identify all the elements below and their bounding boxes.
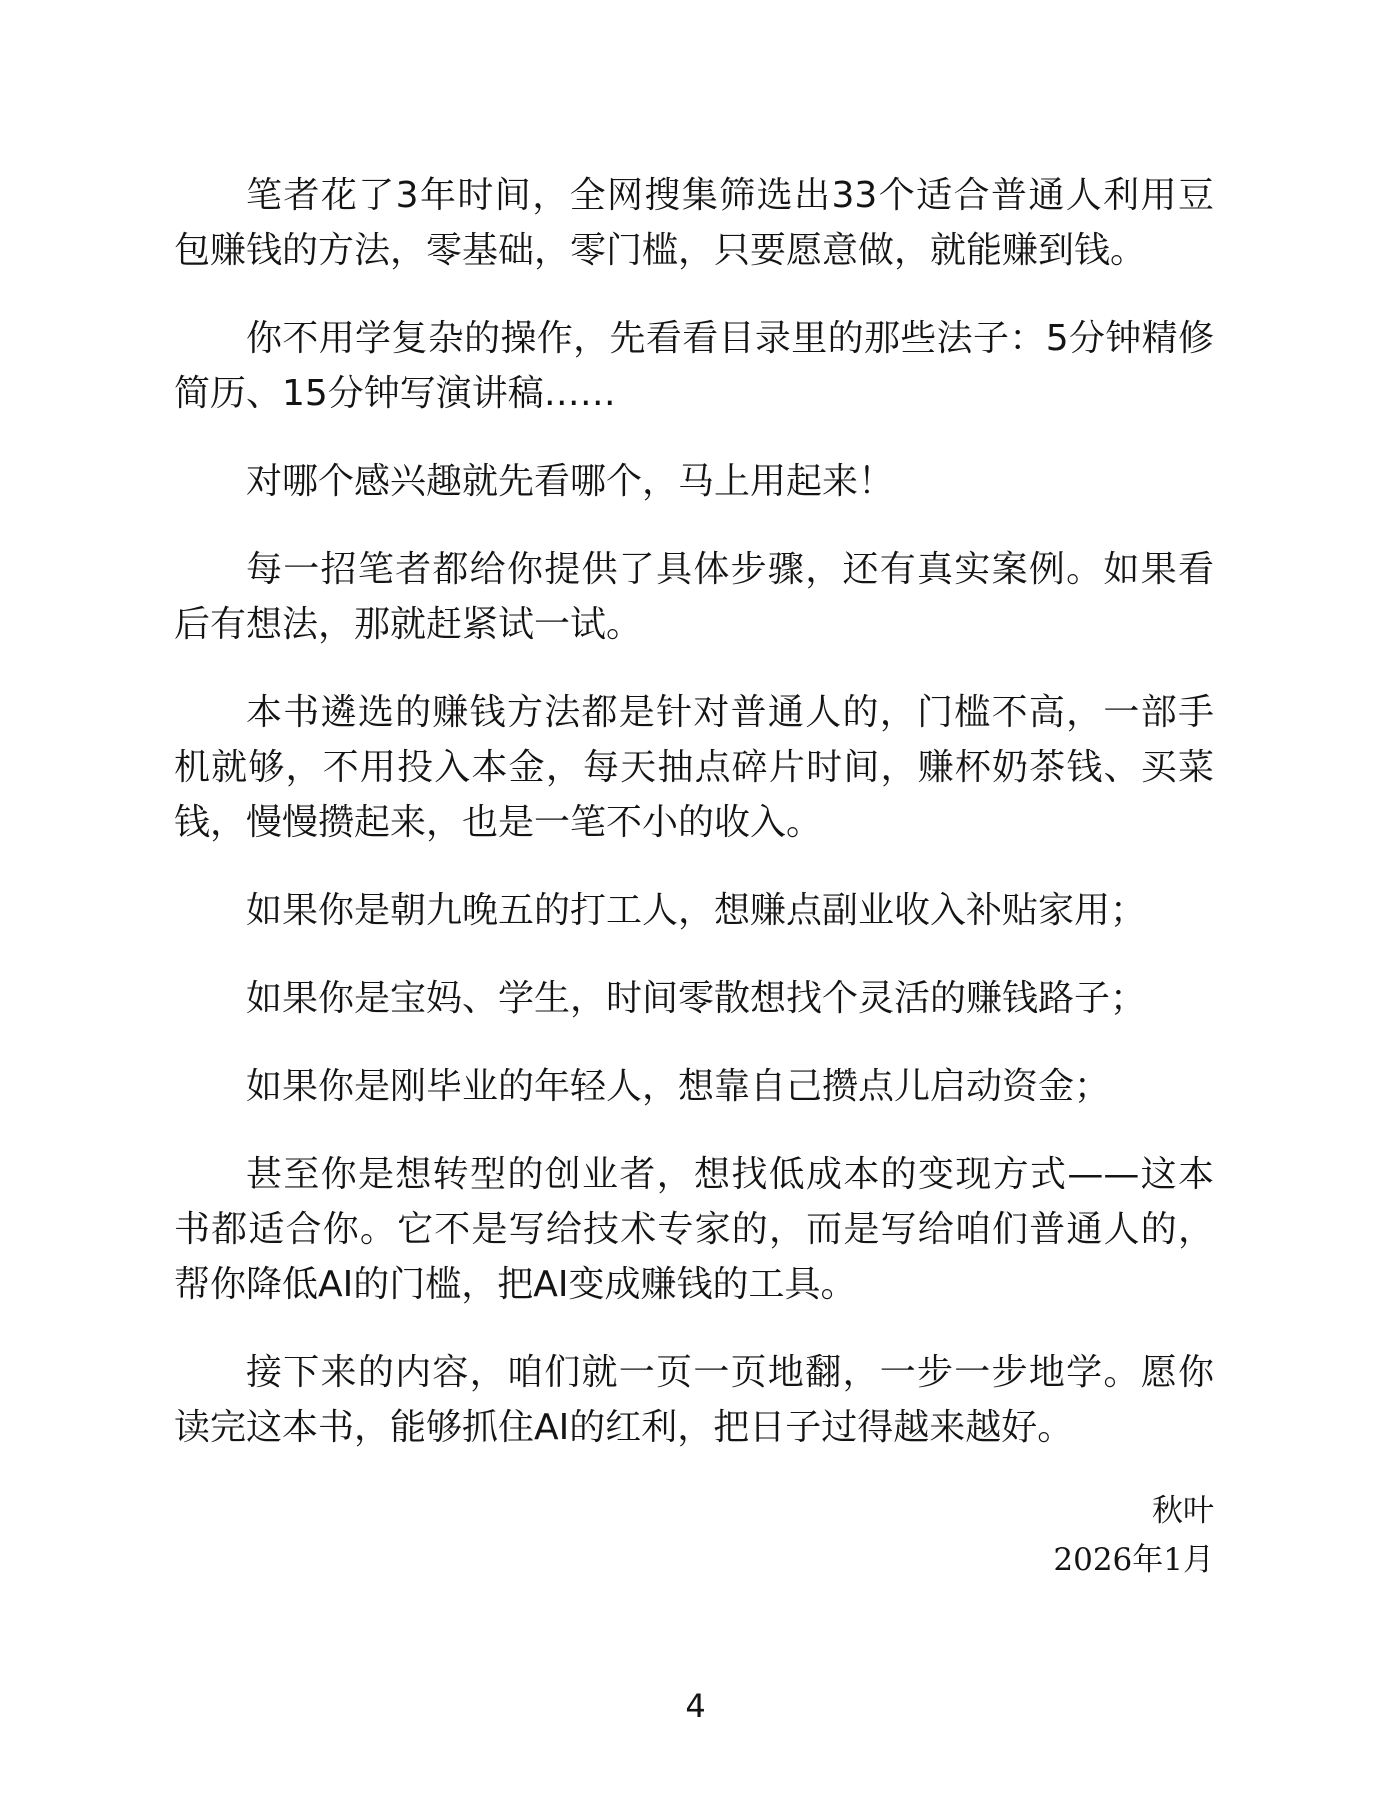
paragraph: 如果你是刚毕业的年轻人，想靠自己攒点儿启动资金；: [246, 1066, 1111, 1107]
paragraph: 本书遴选的赚钱方法都是针对普通人的，门槛不高，一部手机就够，不用投入本金，每天抽点碎片时间，赚杯奶茶钱、买菜钱，慢慢攒起来，也是一笔不小的收入。: [174, 692, 1214, 843]
paragraph: 如果你是宝妈、学生，时间零散想找个灵活的赚钱路子；: [246, 978, 1147, 1019]
paragraph: 你不用学复杂的操作，先看看目录里的那些法子：5分钟精修简历、15分钟写演讲稿……: [174, 318, 1214, 414]
signature-date: 2026年1月: [1053, 1542, 1214, 1578]
paragraph: 对哪个感兴趣就先看哪个，马上用起来！: [246, 461, 895, 502]
paragraph: 笔者花了3年时间，全网搜集筛选出33个适合普通人利用豆包赚钱的方法，零基础，零门槛，只要愿意做，就能赚到钱。: [174, 175, 1214, 271]
signature-block: [1053, 1487, 1214, 1585]
paragraph: 每一招笔者都给你提供了具体步骤，还有真实案例。如果看后有想法，那就赶紧试一试。: [174, 549, 1214, 645]
paragraph: 如果你是朝九晚五的打工人，想赚点副业收入补贴家用；: [246, 890, 1147, 931]
author-name: 秋叶: [1152, 1493, 1214, 1529]
paragraph: 甚至你是想转型的创业者，想找低成本的变现方式——这本书都适合你。它不是写给技术专家的，而是写给咱们普通人的，帮你降低AI的门槛，把AI变成赚钱的工具。: [174, 1154, 1214, 1305]
body-text: [174, 168, 1214, 1488]
paragraph: 接下来的内容，咱们就一页一页地翻，一步一步地学。愿你读完这本书，能够抓住AI的红利，把日子过得越来越好。: [174, 1352, 1214, 1448]
page-number: 4: [685, 1687, 706, 1725]
